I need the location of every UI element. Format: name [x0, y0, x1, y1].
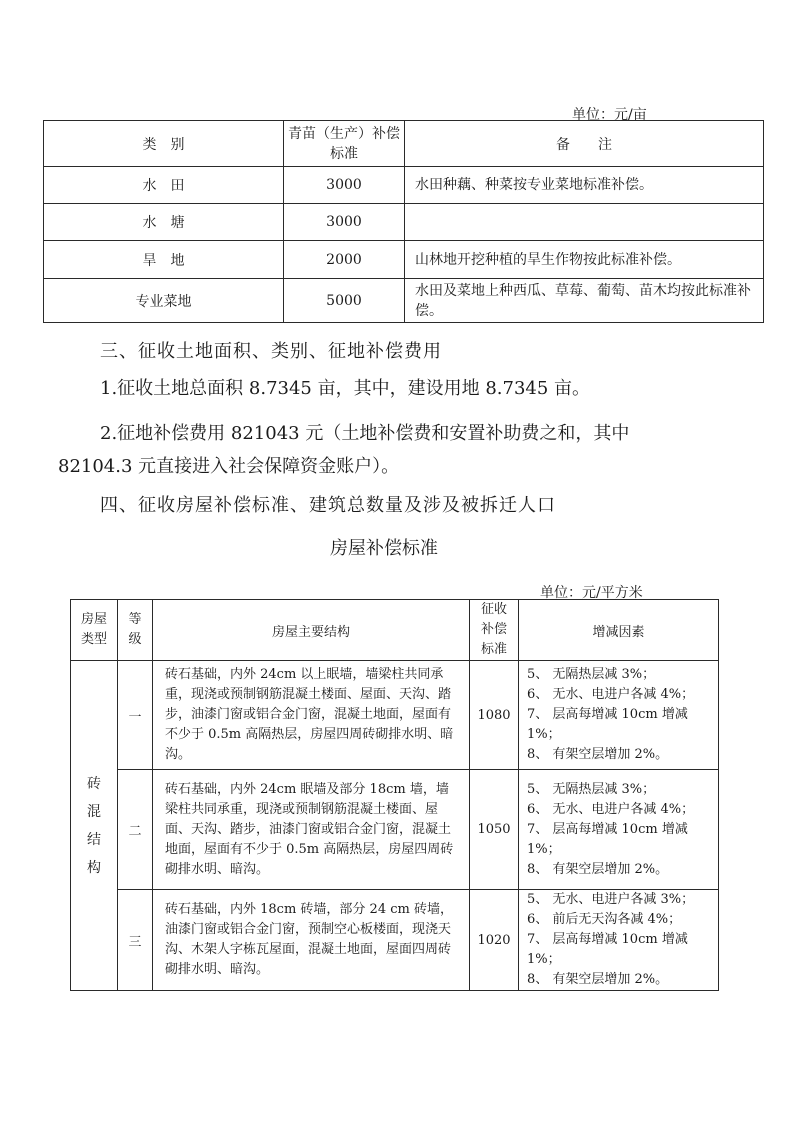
- table-row: [44, 279, 764, 323]
- cell-note: [405, 204, 764, 241]
- structure-cell: 砖石基础，内外 18cm 砖墙，部分 24 cm 砖墙，油漆门窗或铝合金门窗，预制空心板楼面，现浇天沟、木架人字栋瓦屋面，混凝土地面，屋面四周砖砌排水明、暗沟。: [153, 890, 470, 991]
- cell-category: 专业菜地: [44, 279, 284, 323]
- table-row: [71, 890, 719, 991]
- cell-note: 水田种藕、种菜按专业菜地标准补偿。: [405, 167, 764, 204]
- header-grade: 等级: [118, 600, 153, 661]
- crop-compensation-table: [43, 120, 764, 323]
- house-type-label: 砖混结构: [71, 661, 118, 991]
- factor-item: 7、 层高每增减 10cm 增减 1%；: [527, 932, 688, 967]
- section3-paragraph-1: 1.征收土地总面积 8.7345 亩，其中，建设用地 8.7345 亩。: [100, 378, 591, 399]
- header-factors: 增减因素: [519, 600, 719, 661]
- factor-item: 5、 无隔热层减 3%；: [527, 667, 656, 682]
- table-row: [71, 770, 719, 890]
- factor-item: 6、 前后无天沟各减 4%；: [527, 912, 682, 927]
- table-row: [71, 661, 719, 770]
- table2-unit: 单位：元/平方米: [540, 585, 643, 601]
- header-note: 备 注: [405, 121, 764, 167]
- cell-category: 水 塘: [44, 204, 284, 241]
- header-standard: 青苗（生产）补偿标准: [284, 121, 405, 167]
- cell-note: 水田及菜地上种西瓜、草莓、葡萄、苗木均按此标准补偿。: [405, 279, 764, 323]
- cell-category: 旱 地: [44, 241, 284, 279]
- factor-item: 7、 层高每增减 10cm 增减 1%；: [527, 707, 688, 742]
- standard-cell: 1080: [470, 661, 519, 770]
- grade-cell: 一: [118, 661, 153, 770]
- factor-item: 8、 有架空层增加 2%。: [527, 861, 669, 877]
- header-category: 类 别: [44, 121, 284, 167]
- table-header-row: [44, 121, 764, 167]
- factor-item: 5、 无隔热层减 3%；: [527, 781, 656, 797]
- factor-item: 6、 无水、电进户各减 4%；: [527, 801, 695, 817]
- structure-cell: 砖石基础，内外 24cm 眠墙及部分 18cm 墙，墙梁柱共同承重，现浇或预制钢筋混凝土楼面、屋面、天沟、踏步，油漆门窗或铝合金门窗，混凝土地面，屋面有不少于 0.5m 高隔热层，房屋四周砖砌排水明、暗沟。: [153, 770, 470, 890]
- cell-category: 水 田: [44, 167, 284, 204]
- factor-item: 6、 无水、电进户各减 4%；: [527, 687, 695, 702]
- table-row: [44, 241, 764, 279]
- cell-note: 山林地开挖种植的旱生作物按此标准补偿。: [405, 241, 764, 279]
- header-structure: 房屋主要结构: [153, 600, 470, 661]
- factors-cell: [519, 661, 719, 770]
- table2-title: 房屋补偿标准: [330, 538, 438, 559]
- structure-cell: 砖石基础，内外 24cm 以上眠墙，墙梁柱共同承重，现浇或预制钢筋混凝土楼面、屋面、天沟、踏步，油漆门窗或铝合金门窗，混凝土地面，屋面有不少于 0.5m 高隔热层，房屋四周砖砌排水明、暗沟。: [153, 661, 470, 770]
- cell-standard: 5000: [284, 279, 405, 323]
- table-row: [44, 204, 764, 241]
- header-standard: 征收补偿标准: [470, 600, 519, 661]
- section3-heading: 三、征收土地面积、类别、征地补偿费用: [100, 341, 442, 362]
- standard-cell: 1020: [470, 890, 519, 991]
- grade-cell: 三: [118, 890, 153, 991]
- grade-cell: 二: [118, 770, 153, 890]
- factor-item: 7、 层高每增减 10cm 增减 1%；: [527, 821, 688, 857]
- cell-standard: 3000: [284, 167, 405, 204]
- factors-cell: [519, 890, 719, 991]
- cell-standard: 3000: [284, 204, 405, 241]
- factors-cell: [519, 770, 719, 890]
- section3-paragraph-2-line-1: 2.征地补偿费用 821043 元（土地补偿费和安置补助费之和，其中: [100, 423, 630, 444]
- header-house-type: 房屋类型: [71, 600, 118, 661]
- table-header-row: [71, 600, 719, 661]
- factor-item: 8、 有架空层增加 2%。: [527, 972, 669, 987]
- factor-item: 8、 有架空层增加 2%。: [527, 747, 669, 762]
- section4-heading: 四、征收房屋补偿标准、建筑总数量及涉及被拆迁人口: [100, 495, 556, 516]
- section3-paragraph-2-line-2: 82104.3 元直接进入社会保障资金账户）。: [58, 456, 400, 477]
- table1-unit: 单位：元/亩: [572, 107, 647, 123]
- table-row: [44, 167, 764, 204]
- house-compensation-table: [70, 599, 719, 991]
- cell-standard: 2000: [284, 241, 405, 279]
- standard-cell: 1050: [470, 770, 519, 890]
- factor-item: 5、 无水、电进户各减 3%；: [527, 892, 695, 907]
